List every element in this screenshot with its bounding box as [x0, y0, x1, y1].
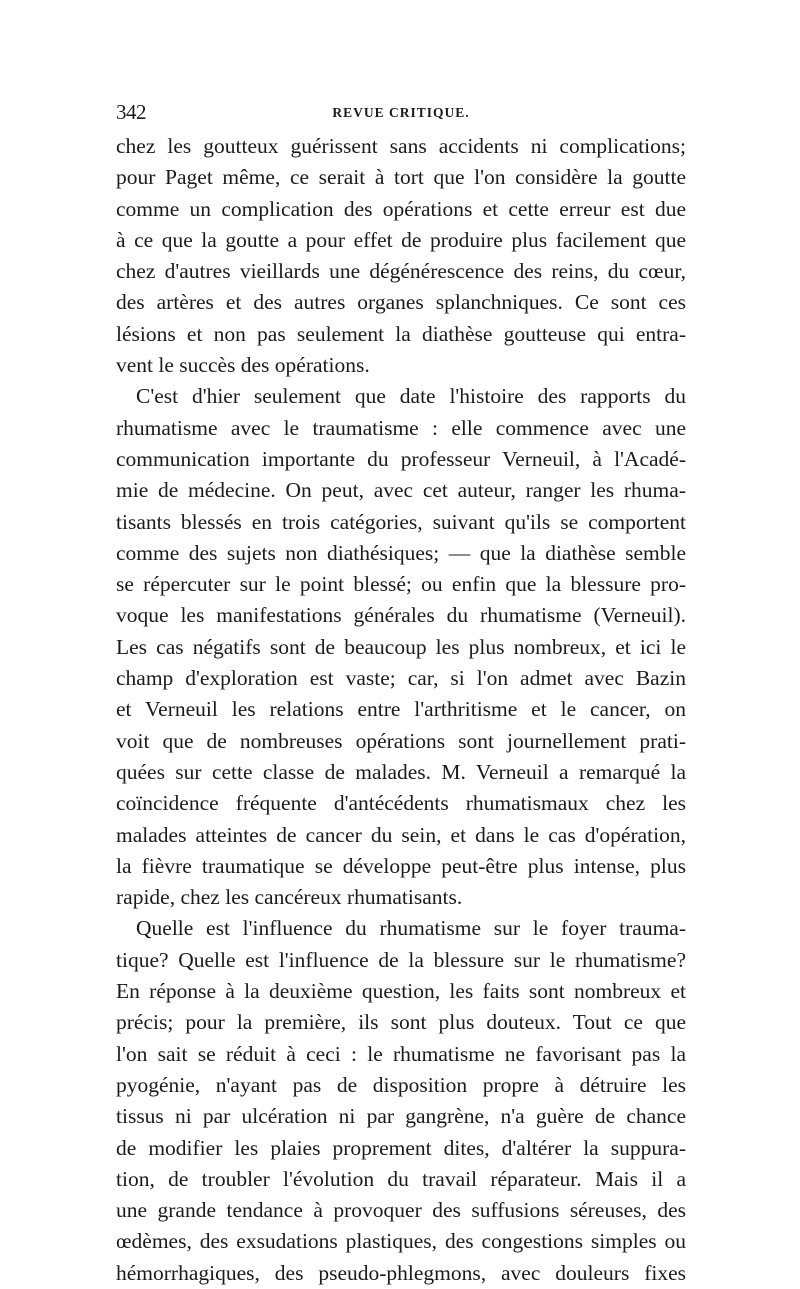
text-line: tion, de troubler l'évolution du travail réparateur. Mais il a [116, 1166, 686, 1191]
text-line: comme des sujets non diathésiques; — que la diathèse semble [116, 540, 686, 565]
text-line: se répercuter sur le point blessé; ou enfin que la blessure pro- [116, 572, 686, 597]
text-line: tique? Quelle est l'influence de la blessure sur le rhumatisme? [116, 947, 686, 972]
text-line: C'est d'hier seulement que date l'histoire des rapports du [136, 384, 686, 409]
text-line: malades atteintes de cancer du sein, et dans le cas d'opération, [116, 822, 686, 847]
text-line: œdèmes, des exsudations plastiques, des congestions simples ou [116, 1229, 686, 1254]
text-line: tissus ni par ulcération ni par gangrène, n'a guère de chance [116, 1104, 686, 1129]
text-line: coïncidence fréquente d'antécédents rhumatismaux chez les [116, 791, 686, 816]
text-line: vent le succès des opérations. [116, 353, 370, 378]
text-line: précis; pour la première, ils sont plus douteux. Tout ce que [116, 1010, 686, 1035]
text-line: quées sur cette classe de malades. M. Verneuil a remarqué la [116, 759, 686, 784]
text-line: En réponse à la deuxième question, les faits sont nombreux et [116, 979, 686, 1004]
text-line: Quelle est l'influence du rhumatisme sur le foyer trauma- [136, 916, 686, 941]
text-line: l'on sait se réduit à ceci : le rhumatisme ne favorisant pas la [116, 1041, 686, 1066]
text-line: hémorrhagiques, des pseudo-phlegmons, avec douleurs fixes [116, 1260, 686, 1285]
body-text [116, 131, 686, 1289]
running-title: REVUE CRITIQUE. [332, 105, 470, 120]
text-line: rhumatisme avec le traumatisme : elle commence avec une [116, 415, 686, 440]
text-line: communication importante du professeur Verneuil, à l'Acadé- [116, 446, 686, 471]
running-head [116, 100, 686, 130]
text-line: pour Paget même, ce serait à tort que l'on considère la goutte [116, 165, 686, 190]
text-line: pyogénie, n'ayant pas de disposition propre à détruire les [116, 1072, 686, 1097]
text-line: chez d'autres vieillards une dégénérescence des reins, du cœur, [116, 259, 686, 284]
text-line: voque les manifestations générales du rhumatisme (Verneuil). [116, 603, 686, 628]
text-line: rapide, chez les cancéreux rhumatisants. [116, 885, 463, 910]
text-line: voit que de nombreuses opérations sont journellement prati- [116, 728, 686, 753]
text-line: des artères et des autres organes splanchniques. Ce sont ces [116, 290, 686, 315]
page-number: 342 [116, 100, 146, 124]
text-line: chez les goutteux guérissent sans accidents ni complications; [116, 134, 686, 158]
text-line: la fièvre traumatique se développe peut-être plus intense, plus [116, 853, 686, 878]
text-line: champ d'exploration est vaste; car, si l'on admet avec Bazin [116, 666, 686, 691]
text-line: de modifier les plaies proprement dites, d'altérer la suppura- [116, 1135, 686, 1160]
text-line: comme un complication des opérations et cette erreur est due [116, 196, 686, 221]
text-line: mie de médecine. On peut, avec cet auteur, ranger les rhuma- [116, 478, 686, 503]
text-line: à ce que la goutte a pour effet de produire plus facilement que [116, 227, 686, 252]
text-line: lésions et non pas seulement la diathèse goutteuse qui entra- [116, 321, 686, 346]
text-line: une grande tendance à provoquer des suffusions séreuses, des [116, 1198, 686, 1223]
text-line: tisants blessés en trois catégories, suivant qu'ils se comportent [116, 509, 686, 534]
text-line: Les cas négatifs sont de beaucoup les plus nombreux, et ici le [116, 634, 686, 659]
text-line: et Verneuil les relations entre l'arthritisme et le cancer, on [116, 697, 686, 722]
